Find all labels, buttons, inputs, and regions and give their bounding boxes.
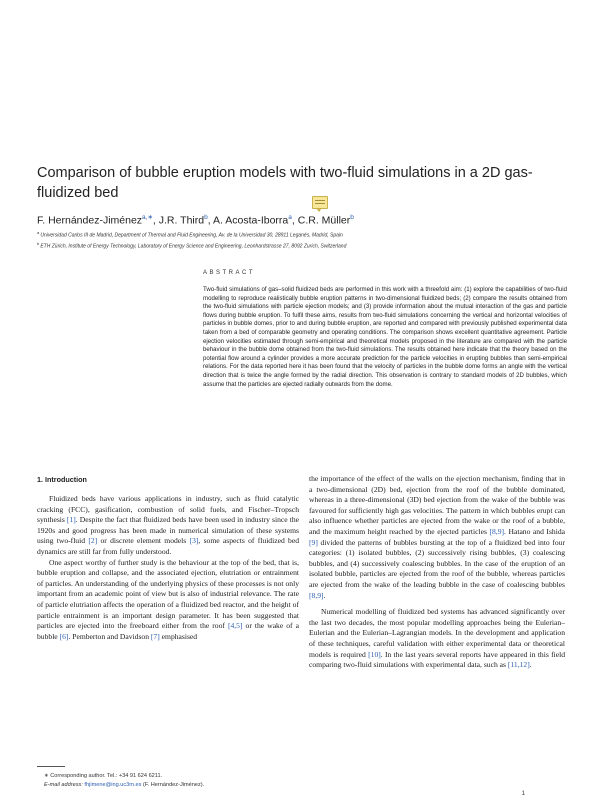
citation-link[interactable]: [10]	[368, 649, 381, 659]
text-run: . In the last years several reports have appeared in this field comparing two-fluid simulations with experimental data, such as	[309, 649, 565, 670]
abstract-heading: ABSTRACT	[203, 270, 256, 276]
right-column	[309, 474, 565, 671]
text-run: . Hatano and Ishida	[504, 526, 565, 536]
text-run: .	[323, 590, 326, 600]
text-run: Fluidized beds have various applications in industry, such as fluid catalytic cracking (FCC), gasification, combustion of solid fuels, and Fischer–Tropsch synthesis	[37, 494, 299, 525]
affiliation-line: $^b$ ETH Zürich, Institute of Energy Technology, Laboratory of Energy Science and Engineering, Leonhardstrasse 27, 8092 Zurich, Switzerland	[37, 241, 347, 250]
text-run: Numerical modelling of fluidized bed systems has advanced significantly over the last two decades, the most popular modelling approaches being the Eulerian–Eulerian and the Eulerian–Lagrangian models. In the development and application of these techniques, careful validation with either experimental data or theoretical models is required	[309, 607, 565, 659]
email-link[interactable]: fhjimene@ing.uc3m.es	[84, 781, 142, 788]
citation-link[interactable]: [8,9]	[489, 526, 505, 536]
paper-title: Comparison of bubble eruption models with two-fluid simulations in a 2D gas-fluidized bed	[37, 165, 533, 201]
citation-link[interactable]: [6]	[59, 631, 69, 641]
page-number: 1	[521, 791, 525, 797]
email-label: E-mail address:	[44, 781, 85, 788]
text-run: or the wake of a bubble	[37, 621, 299, 641]
intro-paragraph-4	[309, 607, 565, 671]
author-affiliation-marker[interactable]: b	[204, 214, 208, 221]
text-run: divided the patterns of bubbles bursting at the top of a fluidized bed into four categories: (1) isolated bubbles, (2) successively rising bubbles, (3) coalescing bubbles, and (4) successively coalescing bubbles. In the case of the eruption of an isolated bubble, particles are ejected from the roof of the bubble, whereas particles are ejected from the wake of the leading bubble in the case of coalescing bubbles	[309, 537, 565, 589]
author-name[interactable]: J.R. Third	[158, 214, 205, 227]
affiliations	[37, 229, 567, 251]
text-run: or discrete element models	[97, 536, 190, 546]
author-affiliation-marker[interactable]: a	[288, 214, 292, 221]
left-column	[37, 494, 299, 642]
citation-link[interactable]: [9]	[309, 537, 318, 547]
author-name[interactable]: C.R. Müller	[297, 214, 351, 227]
text-run: .	[529, 660, 532, 670]
intro-paragraph-2	[37, 558, 299, 643]
author-affiliation-marker[interactable]: b	[350, 214, 354, 221]
author-affiliation-marker[interactable]: a,∗	[142, 214, 153, 221]
abstract-text: Two-fluid simulations of gas–solid fluidized beds are performed in this work with a threefold aim: (1) explore the capabilities of two-fluid modelling to reproduce realistically bubble eruption patterns in two-dimensional fluidized beds; (2) compare the results obtained from the two-fluid simulations with particle ejection models; and (3) provide information about the mutual interaction of the gas and particle flows during bubble eruption. To fulfil these aims, results from two-fluid simulations concerning the vertical and horizontal velocities of particles in bubble domes, prior to and during bubble eruption, are reported and compared with previously published experimental data taken from a bed of comparable geometry and operating conditions. The comparison shows excellent quantitative agreement. Particle ejection velocities estimated through semi-empirical and theoretical models proposed in the literature are compared with the particle behaviour in the bubble dome obtained from the two-fluid simulations. The results obtained here indicate that the theory based on the potential flow around a cylinder provides a more accurate prediction for the particle velocities in erupting bubbles than semi-empirical relations. For the data reported here it has been found that the velocity of particles in the bubble dome forms an angle with the vertical direction that is twice the angle formed by the radial direction. This observation is contrary to standard models of 2D bubbles, which assume that the particles are ejected radially outwards from the dome.	[203, 286, 567, 388]
email-suffix: (F. Hernández-Jiménez).	[141, 781, 205, 788]
author-name[interactable]: F. Hernández-Jiménez	[37, 214, 143, 227]
footnote-corresponding: ∗ Corresponding author. Tel.: +34 91 624 6211.	[44, 773, 163, 779]
citation-link[interactable]: [1]	[66, 515, 76, 525]
text-run: One aspect worthy of further study is the behaviour at the top of the bed, that is, bubble eruption and collapse, and the associated ejection, elutriation or entrainment of particles. An understanding of the underlying physics of these processes is not only important from an academic point of view but is also of industrial relevance. The rate of particle elutriation affects the operation of a fluidized bed reactor, and the height of particle entrainment is an important design parameter. It has been suggested that particles are ejected into the freeboard either from the roof	[37, 557, 299, 631]
text-run: . Despite the fact that fluidized beds have been used in industry since the 1920s and good progress has been made in numerical simulation of these systems using two-fluid	[37, 515, 299, 546]
section-heading-introduction: 1. Introduction	[37, 475, 87, 484]
citation-link[interactable]: [4,5]	[227, 621, 243, 631]
author-name[interactable]: A. Acosta-Iborra	[212, 214, 289, 227]
text-run: emphasised	[159, 631, 198, 641]
footnote-rule	[37, 766, 65, 767]
affiliation-line: $^a$ Universidad Carlos III de Madrid, Department of Thermal and Fluid Engineering, Av. de la Universidad 30, 28911 Leganés, Madrid, Spain	[37, 230, 343, 239]
text-run: , some aspects of fluidized bed dynamics are still far from fully understood.	[37, 536, 300, 556]
citation-link[interactable]: [2]	[88, 536, 98, 546]
citation-link[interactable]: [7]	[150, 631, 160, 641]
comment-note-icon[interactable]	[312, 196, 328, 209]
intro-paragraph-1	[37, 494, 299, 558]
author-list: F. Hernández-Jiménez$^{a,∗}$, J.R. Third$^b$, A. Acosta-Iborra$^a$, C.R. Müller$^b$	[37, 214, 354, 227]
citation-link[interactable]: [8,9]	[309, 590, 324, 600]
intro-paragraph-3	[309, 474, 565, 601]
footnote-email-line	[44, 781, 364, 790]
footnote	[44, 772, 364, 790]
citation-link[interactable]: [11,12]	[507, 660, 530, 670]
text-run: the importance of the effect of the walls on the ejection mechanism, finding that in a two-dimensional (2D) bed, ejection from the roof of the bubble dominated, whereas in a three-dimensional (3D) bed ejection from the wake of the bubble was favoured for sufficiently high gas velocities. The pattern in which bubbles erupt can also influence whether particles are ejected from the wake or the roof of a bubble, and the maximum height reached by the ejected particles	[309, 474, 565, 536]
text-run: . Pemberton and Davidson	[68, 631, 151, 641]
citation-link[interactable]: [3]	[189, 536, 199, 546]
